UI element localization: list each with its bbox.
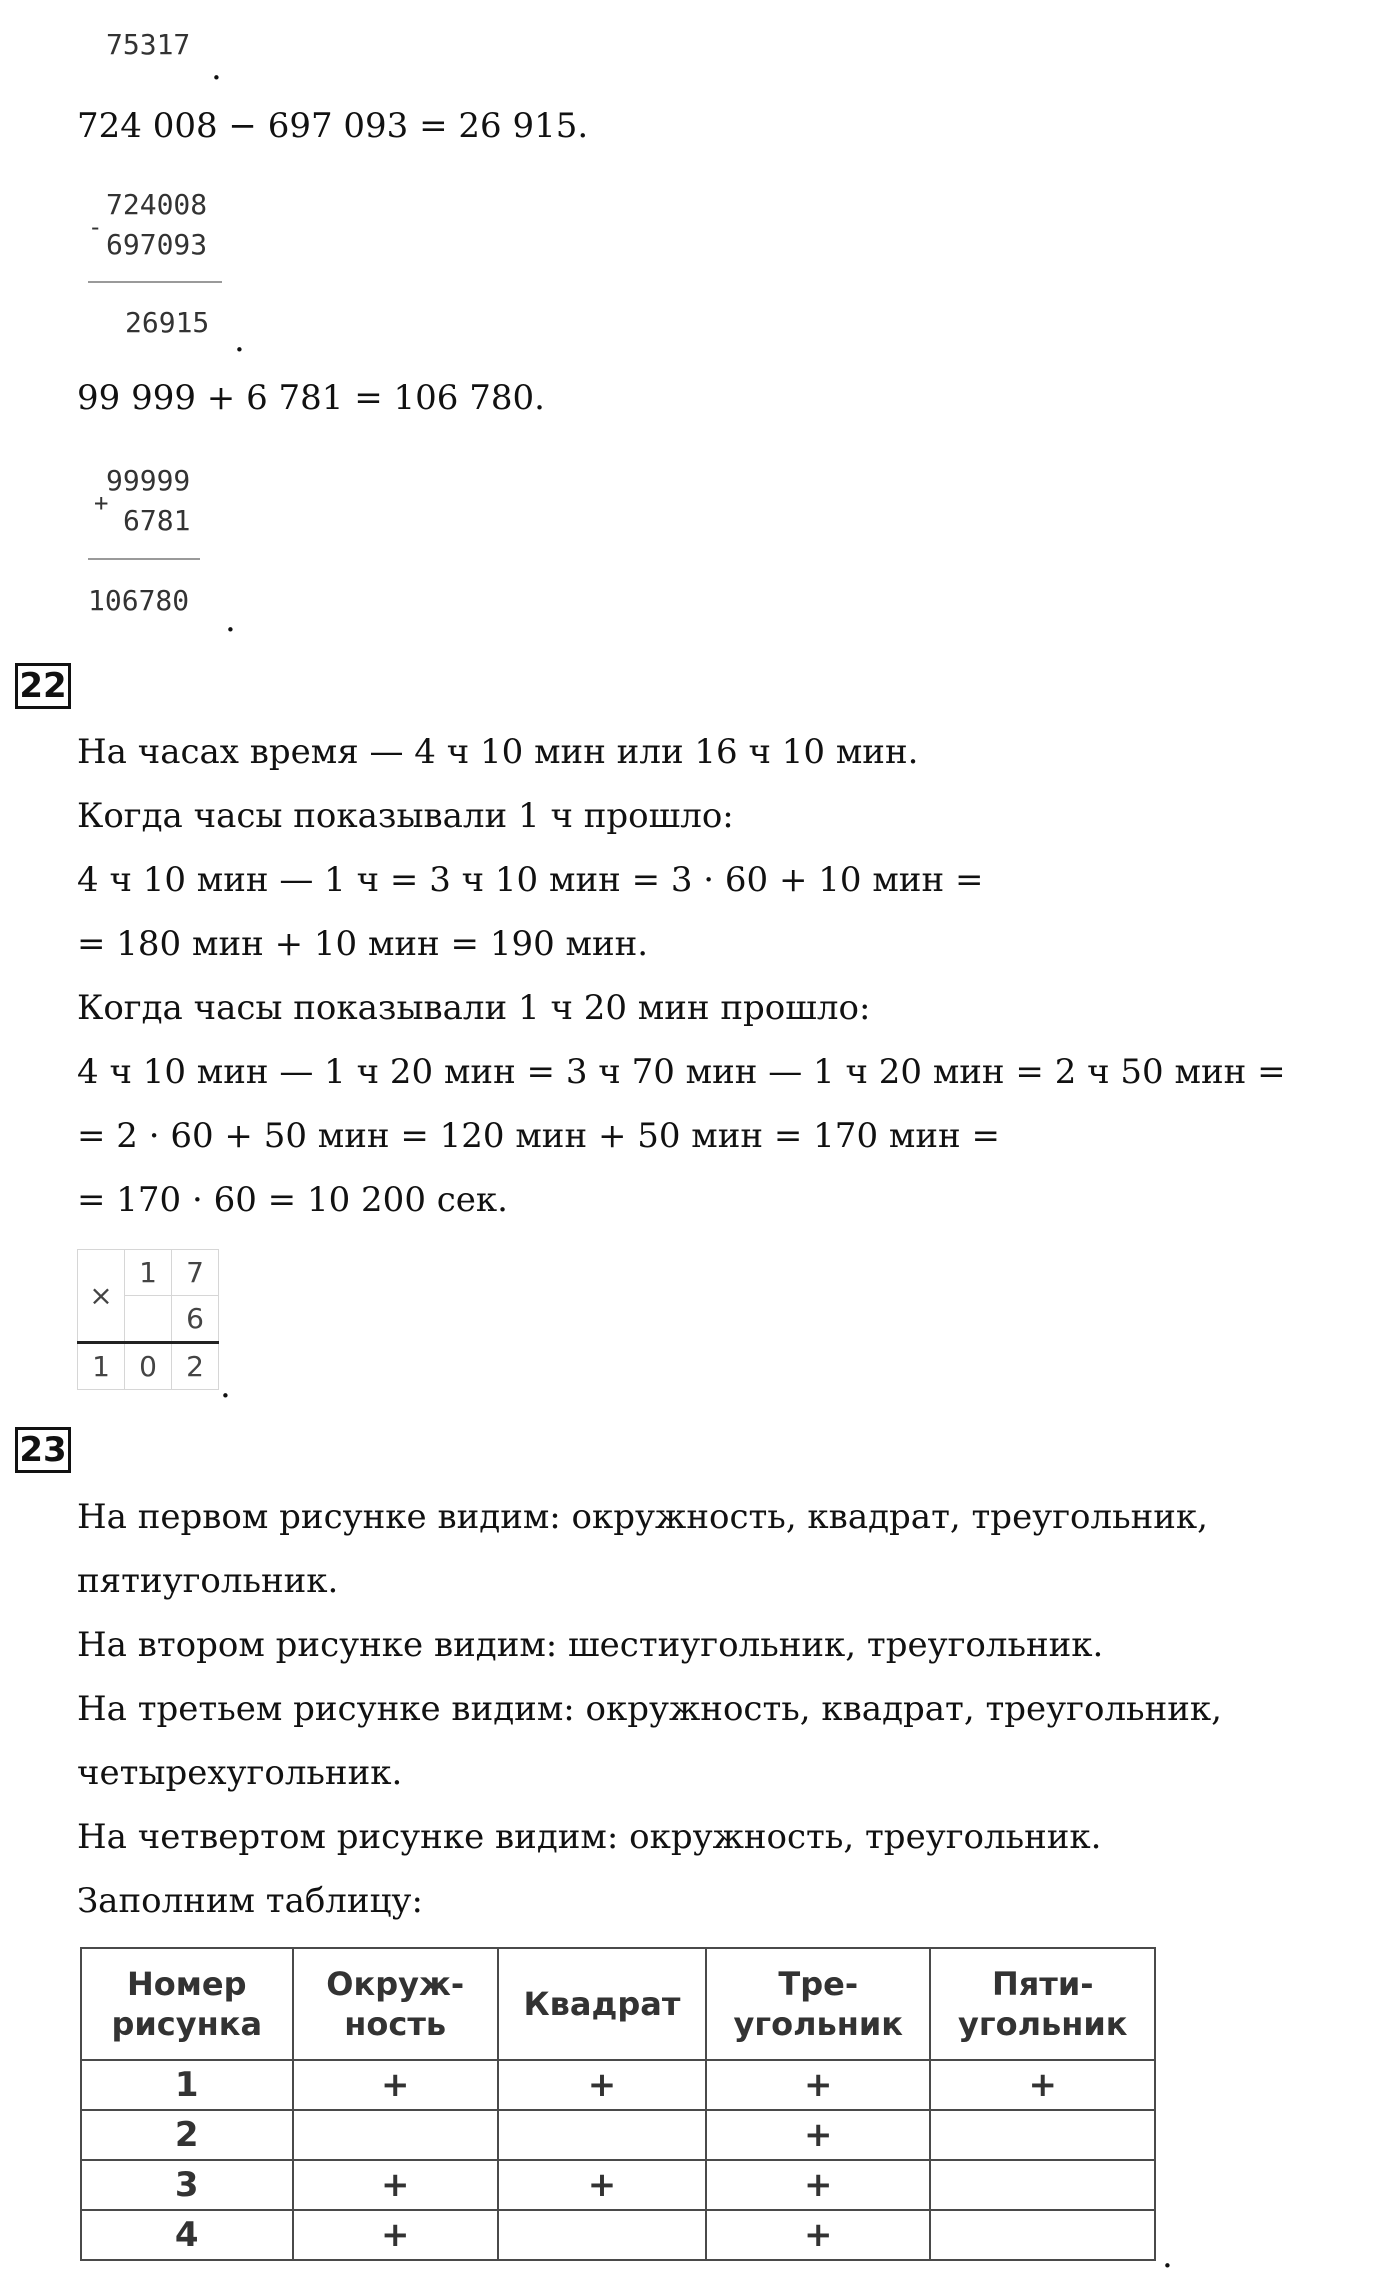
table-row bbox=[81, 2210, 1155, 2260]
mult-result-digit: 2 bbox=[172, 1343, 219, 1390]
table-cell bbox=[930, 2110, 1155, 2160]
mult-digit: 1 bbox=[125, 1250, 172, 1296]
equation-addition: 99 999 + 6 781 = 106 780. bbox=[77, 378, 545, 418]
period: . bbox=[220, 1366, 231, 1406]
table-cell: + bbox=[930, 2060, 1155, 2110]
task23-line: Заполним таблицу: bbox=[77, 1881, 423, 1921]
table-cell bbox=[293, 2110, 498, 2160]
table-header-cell: Пяти- угольник bbox=[930, 1948, 1155, 2060]
mult-result-digit: 1 bbox=[78, 1343, 125, 1390]
table-header-row bbox=[81, 1948, 1155, 2060]
table-cell: 2 bbox=[81, 2110, 293, 2160]
shapes-table bbox=[80, 1947, 1156, 2261]
table-cell bbox=[498, 2110, 706, 2160]
task22-line: = 2 · 60 + 50 мин = 120 мин + 50 мин = 170 мин = bbox=[77, 1116, 1000, 1156]
table-row bbox=[81, 2110, 1155, 2160]
task22-line: 4 ч 10 мин — 1 ч = 3 ч 10 мин = 3 · 60 + 10 мин = bbox=[77, 860, 984, 900]
task22-line: Когда часы показывали 1 ч прошло: bbox=[77, 796, 734, 836]
table-cell: + bbox=[293, 2160, 498, 2210]
table-cell: + bbox=[498, 2160, 706, 2210]
task22-line: = 170 · 60 = 10 200 сек. bbox=[77, 1180, 508, 1220]
period: . bbox=[211, 48, 222, 88]
task23-line: На третьем рисунке видим: окружность, квадрат, треугольник, bbox=[77, 1689, 1222, 1729]
mult-digit: 7 bbox=[172, 1250, 219, 1296]
period: . bbox=[1162, 2236, 1173, 2276]
table-cell: + bbox=[706, 2160, 930, 2210]
subtraction-result-75317: 75317 bbox=[106, 28, 191, 61]
column-add-term-b: 6781 bbox=[123, 504, 191, 537]
table-cell bbox=[930, 2160, 1155, 2210]
table-cell: + bbox=[498, 2060, 706, 2110]
table-cell: + bbox=[293, 2060, 498, 2110]
period: . bbox=[234, 320, 245, 360]
task23-line: На первом рисунке видим: окружность, квадрат, треугольник, bbox=[77, 1497, 1208, 1537]
table-cell: 3 bbox=[81, 2160, 293, 2210]
column-add-term-a: 99999 bbox=[106, 464, 191, 497]
column-sub-rule bbox=[88, 281, 222, 283]
table-cell: + bbox=[706, 2060, 930, 2110]
task23-line: На четвертом рисунке видим: окружность, треугольник. bbox=[77, 1817, 1102, 1857]
table-cell bbox=[498, 2210, 706, 2260]
table-cell: 4 bbox=[81, 2210, 293, 2260]
mult-digit bbox=[125, 1296, 172, 1343]
task22-line: = 180 мин + 10 мин = 190 мин. bbox=[77, 924, 649, 964]
task22-line: Когда часы показывали 1 ч 20 мин прошло: bbox=[77, 988, 871, 1028]
column-sub-minuend: 724008 bbox=[106, 188, 208, 221]
table-cell: + bbox=[706, 2210, 930, 2260]
table-header-cell: Номер рисунка bbox=[81, 1948, 293, 2060]
column-add-operator: + bbox=[94, 489, 109, 517]
mult-result-digit: 0 bbox=[125, 1343, 172, 1390]
table-header-cell: Окруж- ность bbox=[293, 1948, 498, 2060]
table-cell: + bbox=[706, 2110, 930, 2160]
task23-line: четырехугольник. bbox=[77, 1753, 403, 1793]
table-cell: 1 bbox=[81, 2060, 293, 2110]
task22-line: На часах время — 4 ч 10 мин или 16 ч 10 мин. bbox=[77, 732, 919, 772]
column-sub-operator: - bbox=[88, 213, 103, 241]
table-header-cell: Тре- угольник bbox=[706, 1948, 930, 2060]
task-number-22: 22 bbox=[15, 663, 71, 709]
period: . bbox=[225, 600, 236, 640]
task23-line: пятиугольник. bbox=[77, 1561, 339, 1601]
table-cell bbox=[930, 2210, 1155, 2260]
table-row bbox=[81, 2160, 1155, 2210]
task22-line: 4 ч 10 мин — 1 ч 20 мин = 3 ч 70 мин — 1 ч 20 мин = 2 ч 50 мин = bbox=[77, 1052, 1286, 1092]
task-number-23: 23 bbox=[15, 1427, 71, 1473]
equation-subtraction: 724 008 − 697 093 = 26 915. bbox=[77, 106, 589, 146]
mult-digit: 6 bbox=[172, 1296, 219, 1343]
mult-operator: × bbox=[78, 1250, 125, 1343]
table-header-cell: Квадрат bbox=[498, 1948, 706, 2060]
table-row bbox=[81, 2060, 1155, 2110]
column-add-result: 106780 bbox=[88, 584, 190, 617]
column-sub-subtrahend: 697093 bbox=[106, 228, 208, 261]
table-cell: + bbox=[293, 2210, 498, 2260]
column-sub-result: 26915 bbox=[125, 306, 210, 339]
column-add-rule bbox=[88, 558, 200, 560]
multiplication-grid bbox=[77, 1249, 219, 1390]
task23-line: На втором рисунке видим: шестиугольник, треугольник. bbox=[77, 1625, 1104, 1665]
